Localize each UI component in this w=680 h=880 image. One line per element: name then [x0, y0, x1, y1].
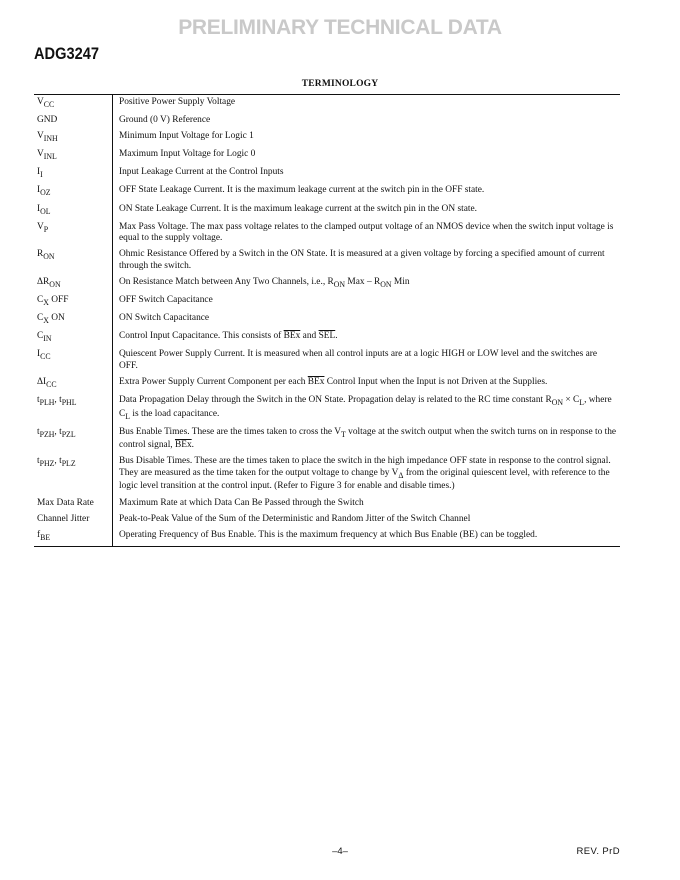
term-row: [34, 512, 620, 528]
section-title: TERMINOLOGY: [301, 79, 379, 89]
term-row: [34, 293, 620, 311]
term-row: [34, 454, 620, 495]
term-symbol: $t_{PZH}$, $t_{PZL}$: [34, 425, 113, 455]
term-definition: Bus Enable Times. These are the times taken to cross the $V_T$ voltage at the switch output when the switch turns on in response to the control signal, $\overline{BEx}$.: [119, 426, 617, 451]
term-row: [34, 311, 620, 329]
term-definition: Control Input Capacitance. This consists of $\overline{BEx}$ and $\overline{SEL}$.: [119, 331, 338, 342]
part-number: ADG3247: [34, 44, 100, 63]
term-symbol: $V_{CC}$: [34, 95, 113, 114]
term-definition: Data Propagation Delay through the Switch in the ON State. Propagation delay is related to the RC time constant $R_{ON} \times C_L$, where $C_L$ is the load capacitance.: [119, 395, 612, 421]
term-symbol: $C_X$ OFF: [34, 293, 113, 311]
term-definition: OFF Switch Capacitance: [119, 295, 213, 306]
term-row: [34, 220, 620, 248]
term-row: [34, 347, 620, 375]
term-definition: Max Pass Voltage. The max pass voltage relates to the clamped output voltage of an NMOS device when the switch input voltage is equal to the supply voltage.: [119, 221, 614, 244]
term-row: [34, 375, 620, 393]
term-row: [34, 247, 620, 275]
term-symbol: Max Data Rate: [34, 496, 113, 512]
term-definition: Ohmic Resistance Offered by a Switch in the ON State. It is measured at a given voltage by forcing a specified amount of current through the switch.: [119, 249, 605, 271]
page-number: –4–: [332, 846, 348, 857]
term-definition: ON Switch Capacitance: [119, 313, 210, 324]
term-definition: Positive Power Supply Voltage: [119, 97, 236, 107]
term-symbol: $R_{ON}$: [34, 247, 113, 275]
term-row: [34, 329, 620, 347]
term-symbol: $\Delta R_{ON}$: [34, 275, 113, 293]
term-row: [34, 393, 620, 425]
revision-label: REV. PrD: [576, 846, 620, 857]
watermark-header: PRELIMINARY TECHNICAL DATA: [178, 16, 502, 39]
term-symbol: $I_{CC}$: [34, 347, 113, 375]
term-symbol: $C_{IN}$: [34, 329, 113, 347]
terminology-table: [34, 94, 620, 547]
term-symbol: $I_{OZ}$: [34, 183, 113, 201]
term-row: [34, 275, 620, 293]
term-symbol: $t_{PLH}$, $t_{PHL}$: [34, 393, 113, 425]
term-definition: Peak-to-Peak Value of the Sum of the Deterministic and Random Jitter of the Switch Channel: [119, 513, 471, 524]
term-symbol: GND: [34, 113, 113, 129]
terminology-table-body: [34, 95, 620, 547]
term-symbol: $V_{INL}$: [34, 147, 113, 165]
term-row: [34, 165, 620, 183]
term-definition: Quiescent Power Supply Current. It is measured when all control inputs are at a logic HIGH or LOW level and the switches are OFF.: [119, 349, 598, 371]
term-row: [34, 202, 620, 220]
term-definition: Operating Frequency of Bus Enable. This is the maximum frequency at which Bus Enable (BE) can be toggled.: [119, 530, 538, 541]
term-definition: Input Leakage Current at the Control Inputs: [119, 167, 284, 178]
term-symbol: $V_P$: [34, 220, 113, 248]
term-symbol: Channel Jitter: [34, 512, 113, 528]
term-row: [34, 183, 620, 201]
term-row: [34, 129, 620, 147]
term-row: [34, 528, 620, 547]
term-symbol: $I_I$: [34, 165, 113, 183]
term-symbol: $t_{PHZ}$, $t_{PLZ}$: [34, 454, 113, 495]
term-definition: Extra Power Supply Current Component per each $\overline{BEx}$ Control Input when the Input is not Driven at the Supplies.: [119, 377, 548, 388]
term-definition: Bus Disable Times. These are the times taken to place the switch in the high impedance OFF state in response to the control signal. They are measured as the time taken for the output voltage to change by $V_\Delta$ from the original quiescent level, with reference to the logic level transition at the control input. (Refer to Figure 3 for enable and disable times.): [119, 456, 611, 492]
term-definition: OFF State Leakage Current. It is the maximum leakage current at the switch pin in the OFF state.: [119, 185, 485, 196]
term-symbol: $C_X$ ON: [34, 311, 113, 329]
term-symbol: $I_{OL}$: [34, 202, 113, 220]
term-symbol: $f_{BE}$: [34, 528, 113, 547]
term-row: [34, 147, 620, 165]
term-symbol: $V_{INH}$: [34, 129, 113, 147]
term-row: [34, 496, 620, 512]
term-definition: ON State Leakage Current. It is the maximum leakage current at the switch pin in the ON state.: [119, 203, 477, 214]
term-definition: Minimum Input Voltage for Logic 1: [119, 131, 254, 142]
term-definition: On Resistance Match between Any Two Channels, i.e., $R_{ON}$ Max – $R_{ON}$ Min: [119, 277, 410, 289]
term-row: [34, 113, 620, 129]
term-definition: Ground (0 V) Reference: [119, 115, 211, 126]
term-definition: Maximum Input Voltage for Logic 0: [119, 149, 256, 160]
term-symbol: $\Delta I_{CC}$: [34, 375, 113, 393]
term-row: [34, 95, 620, 114]
term-definition: Maximum Rate at which Data Can Be Passed through the Switch: [119, 497, 364, 508]
term-row: [34, 425, 620, 455]
